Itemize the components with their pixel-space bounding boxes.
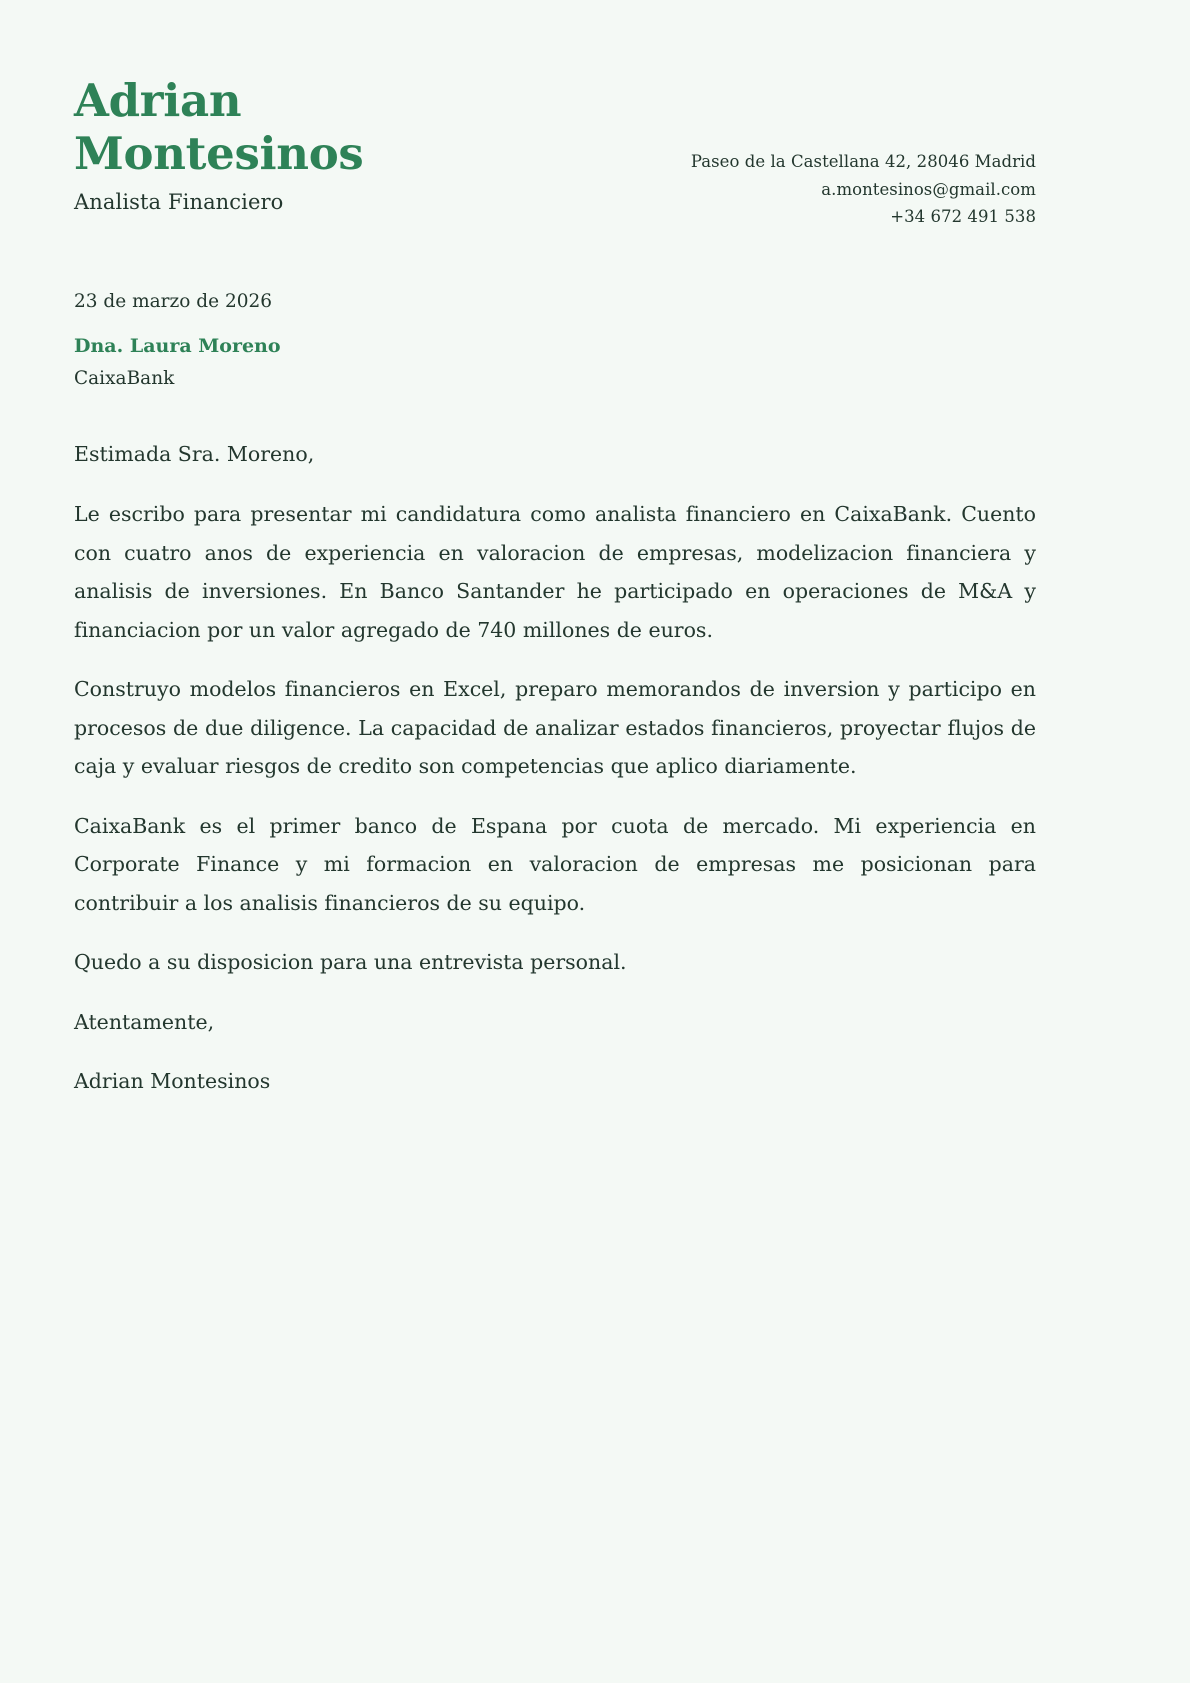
contact-address: Paseo de la Castellana 42, 28046 Madrid bbox=[690, 152, 1036, 171]
signature-name: Adrian Montesinos bbox=[74, 1069, 271, 1094]
letter-body bbox=[74, 435, 1036, 1100]
contact-email[interactable]: a.montesinos@gmail.com bbox=[821, 179, 1036, 199]
body-paragraph-2: Construyo modelos financieros en Excel, preparo memorandos de inversion y participo en procesos de due diligence. La capacidad de analizar estados financieros, proyectar flujos de caja y evaluar riesgos de credito son competencias que aplico diariamente. bbox=[74, 677, 1036, 779]
contact-phone[interactable]: +34 672 491 538 bbox=[890, 207, 1036, 227]
identity-block bbox=[74, 74, 364, 216]
salutation: Estimada Sra. Moreno, bbox=[74, 442, 315, 467]
body-paragraph-4: Quedo a su disposicion para una entrevista personal. bbox=[74, 950, 627, 975]
recipient-name: Dna. Laura Moreno bbox=[74, 334, 281, 357]
contact-block bbox=[691, 74, 1036, 231]
letter-header bbox=[74, 74, 1036, 231]
page-title bbox=[74, 74, 364, 180]
first-name: Adrian bbox=[74, 74, 242, 127]
closing-line: Atentamente, bbox=[74, 1009, 215, 1034]
job-title: Analista Financiero bbox=[74, 190, 284, 215]
last-name: Montesinos bbox=[74, 127, 364, 181]
recipient-company: CaixaBank bbox=[74, 367, 175, 389]
letter-date: 23 de marzo de 2026 bbox=[74, 291, 273, 313]
body-paragraph-3: CaixaBank es el primer banco de Espana por cuota de mercado. Mi experiencia en Corporate Finance y mi formacion en valoracion de empresas me posicionan para contribuir a los analisis financieros de su equipo. bbox=[74, 813, 1036, 915]
letter-meta bbox=[74, 289, 1036, 391]
body-paragraph-1: Le escribo para presentar mi candidatura como analista financiero en CaixaBank. Cuento con cuatro anos de experiencia en valoracion de empresas, modelizacion financiera y analisis de inversiones. En Banco Santander he participado en operaciones de M&A y financiacion por un valor agregado de 740 millones de euros. bbox=[74, 501, 1036, 642]
